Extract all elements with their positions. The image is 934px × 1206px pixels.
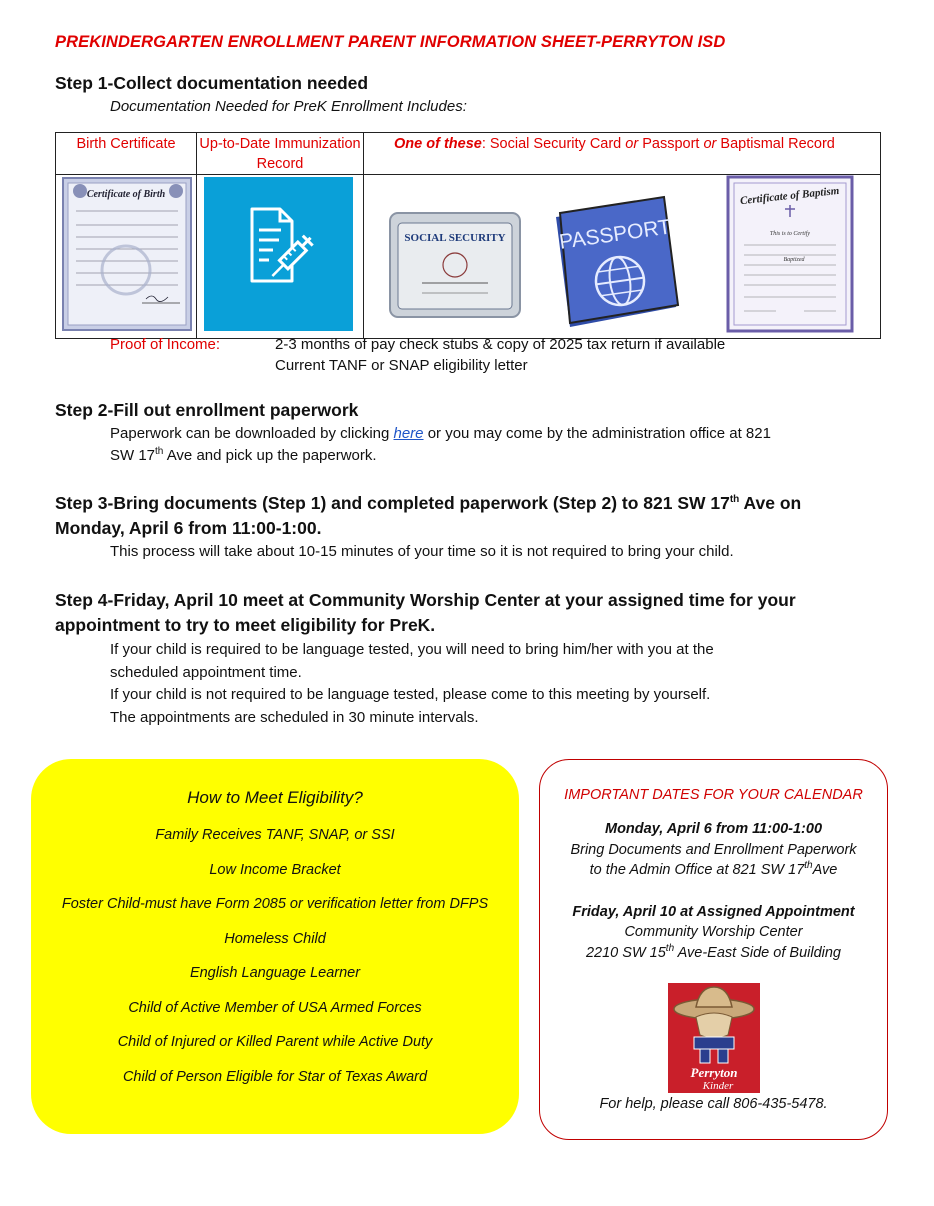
- step4-heading-line2: appointment to try to meet eligibility for PreK.: [55, 615, 436, 635]
- identity-documents-cell: [364, 175, 881, 339]
- doc-header-birth: Birth Certificate: [56, 133, 197, 175]
- svg-text:Baptized: Baptized: [783, 257, 805, 263]
- svg-text:This is to Certify: This is to Certify: [769, 231, 811, 237]
- birth-certificate-image: [56, 175, 196, 333]
- important-dates-box: [539, 759, 888, 1140]
- logo-text-perryton: Perryton: [690, 1065, 737, 1080]
- logo-text-kinder: Kinder: [702, 1080, 733, 1092]
- step4-line3: If your child is not required to be language tested, please come to this meeting by yourself.: [110, 686, 711, 703]
- proof-of-income-label: Proof of Income:: [110, 336, 221, 353]
- paperwork-download-link[interactable]: here: [393, 425, 424, 442]
- doc-header-immunization: Up-to-Date Immunization Record: [197, 133, 364, 175]
- eligibility-item: Child of Person Eligible for Star of Texas Award: [122, 1068, 428, 1085]
- eligibility-item: Homeless Child: [224, 930, 326, 947]
- proof-of-income-line1: 2-3 months of pay check stubs & copy of 2025 tax return if available: [275, 336, 726, 353]
- passport-icon: [556, 197, 678, 327]
- svg-text:PASSPORT: PASSPORT: [557, 215, 673, 254]
- date1-title: Monday, April 6 from 11:00-1:00: [604, 821, 823, 837]
- identity-documents-image: [364, 175, 880, 333]
- step1-subheading: Documentation Needed for PreK Enrollment Includes:: [110, 98, 467, 115]
- svg-text:Certificate of Baptism: Certificate of Baptism: [739, 184, 840, 208]
- step3-text: This process will take about 10-15 minutes of your time so it is not required to bring your child.: [110, 543, 734, 560]
- documents-table: [55, 132, 881, 339]
- immunization-cell: [197, 175, 364, 339]
- eligibility-item: Child of Injured or Killed Parent while Active Duty: [117, 1034, 433, 1050]
- date2-title: Friday, April 10 at Assigned Appointment: [572, 903, 855, 920]
- step2-text-line2: SW 17th Ave and pick up the paperwork.: [110, 446, 377, 464]
- perryton-kinder-logo: [668, 983, 760, 1093]
- step3-heading-line2: Monday, April 6 from 11:00-1:00.: [55, 518, 322, 538]
- step1-heading: Step 1-Collect documentation needed: [55, 73, 369, 93]
- eligibility-item: Child of Active Member of USA Armed Forces: [128, 999, 422, 1016]
- step4-line2: scheduled appointment time.: [110, 664, 302, 681]
- date1-line2: Bring Documents and Enrollment Paperwork: [570, 841, 857, 858]
- eligibility-item: English Language Learner: [189, 965, 361, 981]
- svg-text:SOCIAL SECURITY: SOCIAL SECURITY: [404, 232, 506, 244]
- date2-line2: Community Worship Center: [624, 924, 803, 940]
- step3-heading-line1: Step 3-Bring documents (Step 1) and completed paperwork (Step 2) to 821 SW 17th Ave on: [55, 493, 802, 513]
- step4-line1: If your child is required to be language tested, you will need to bring him/her with you at the: [110, 641, 714, 658]
- baptism-certificate-icon: [728, 177, 852, 331]
- eligibility-item: Low Income Bracket: [209, 861, 341, 878]
- proof-of-income-line2: Current TANF or SNAP eligibility letter: [275, 357, 528, 374]
- help-phone-text: For help, please call 806-435-5478.: [599, 1096, 828, 1112]
- social-security-card-icon: [390, 213, 520, 317]
- birth-certificate-cell: [56, 175, 197, 339]
- eligibility-box: [31, 759, 519, 1134]
- birth-cert-title: Certificate of Birth: [86, 189, 166, 200]
- doc-header-one-of-these: One of these: Social Security Card or Passport or Baptismal Record: [364, 133, 881, 175]
- step4-line4: The appointments are scheduled in 30 minute intervals.: [110, 709, 479, 726]
- important-dates-heading: IMPORTANT DATES FOR YOUR CALENDAR: [564, 787, 863, 803]
- page-title: PREKINDERGARTEN ENROLLMENT PARENT INFORMATION SHEET-PERRYTON ISD: [55, 33, 726, 51]
- step2-heading: Step 2-Fill out enrollment paperwork: [55, 400, 359, 420]
- eligibility-item: Foster Child-must have Form 2085 or verification letter from DFPS: [61, 896, 489, 912]
- date2-line3: 2210 SW 15th Ave-East Side of Building: [585, 942, 841, 961]
- immunization-image: [197, 175, 363, 333]
- eligibility-heading: How to Meet Eligibility?: [187, 788, 363, 807]
- date1-line3: to the Admin Office at 821 SW 17thAve: [589, 860, 838, 878]
- step2-text-line1: Paperwork can be downloaded by clicking here or you may come by the administration office at 821: [110, 425, 771, 442]
- eligibility-item: Family Receives TANF, SNAP, or SSI: [155, 827, 395, 843]
- one-of-these-label: One of these: [394, 136, 482, 152]
- step4-heading-line1: Step 4-Friday, April 10 meet at Community Worship Center at your assigned time for your: [55, 590, 796, 610]
